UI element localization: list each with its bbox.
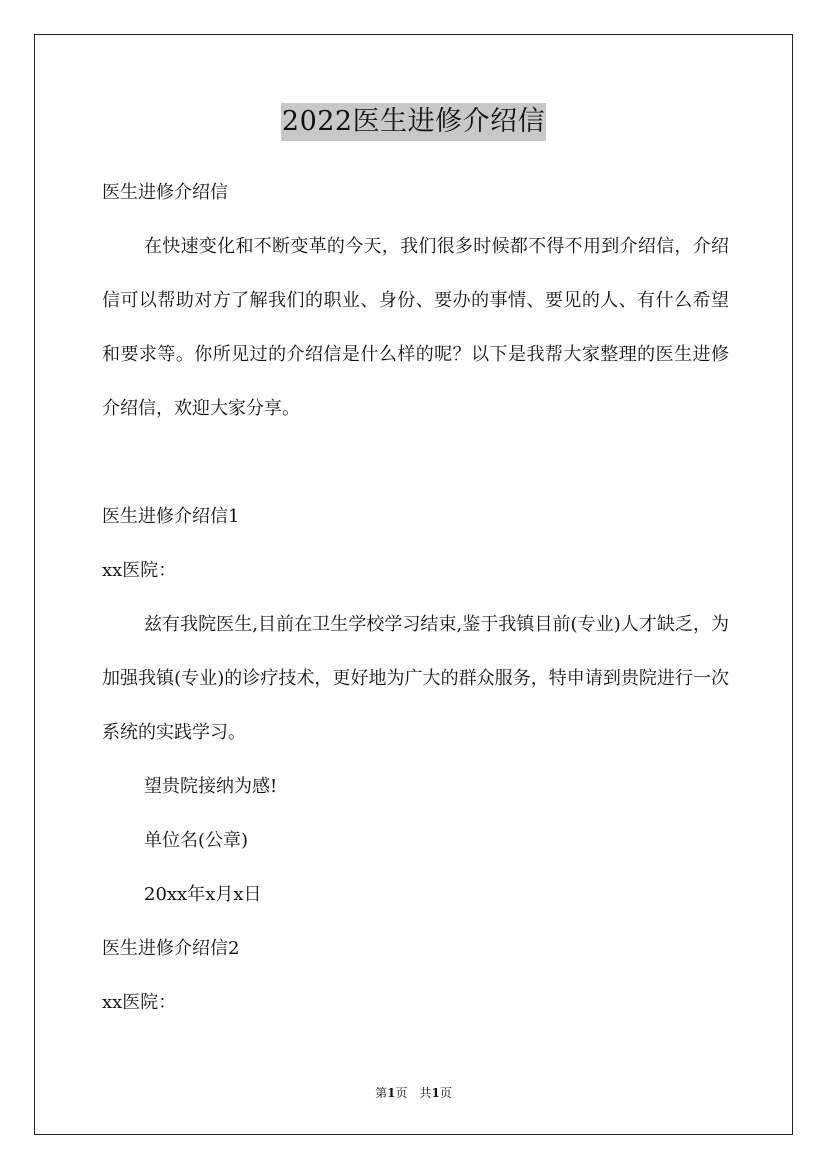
footer-mid: 页 共	[395, 1086, 432, 1100]
title-container	[0, 103, 827, 141]
letter1-salutation: xx医院：	[102, 560, 177, 581]
letter1-closing: 望贵院接纳为感!	[144, 776, 278, 797]
letter2-heading: 医生进修介绍信2	[102, 938, 240, 959]
intro-paragraph: 在快速变化和不断变革的今天，我们很多时候都不得不用到介绍信，介绍信可以帮助对方了解我们的职业、身份、要办的事情、要见的人、有什么希望和要求等。你所见过的介绍信是什么样的呢？以下是我帮大家整理的医生进修介绍信，欢迎大家分享。	[102, 236, 729, 419]
letter1-date: 20xx年x月x日	[144, 884, 262, 905]
footer-prefix: 第	[375, 1086, 388, 1100]
letter2-salutation: xx医院：	[102, 992, 177, 1013]
footer-page-current: 1	[387, 1086, 396, 1100]
blank-line	[102, 441, 729, 495]
footer-page-total: 1	[431, 1086, 440, 1100]
letter1-heading: 医生进修介绍信1	[102, 506, 240, 527]
document-body	[102, 171, 729, 1035]
intro-heading: 医生进修介绍信	[102, 182, 228, 203]
footer-suffix: 页	[439, 1086, 452, 1100]
letter1-signature: 单位名(公章)	[144, 830, 249, 851]
letter1-body: 兹有我院医生,目前在卫生学校学习结束,鉴于我镇目前(专业)人才缺乏，为加强我镇(专业)的诊疗技术，更好地为广大的群众服务，特申请到贵院进行一次系统的实践学习。	[102, 614, 729, 743]
document-title[interactable]: 2022医生进修介绍信	[281, 103, 546, 141]
page-footer	[0, 1084, 827, 1101]
